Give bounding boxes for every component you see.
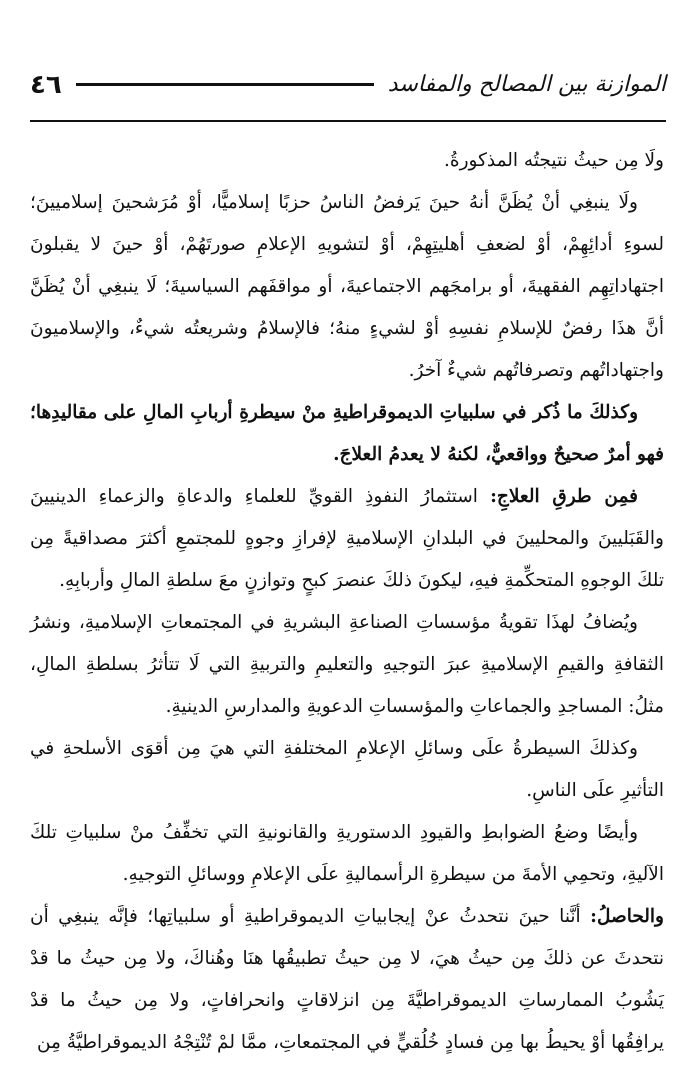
paragraph-3: وكذلكَ ما ذُكر في سلبياتِ الديموقراطيةِ منْ سيطرةِ أربابِ المالِ على مقاليدِها؛ فهو أمرٌ صحيحٌ وواقعيٌّ، لكنهُ لا يعدمُ العلاجَ. [30, 402, 664, 465]
header-decorative-line [76, 83, 374, 86]
paragraph-4: فمِن طرقِ العلاجِ: استثمارُ النفوذِ القويِّ للعلماءِ والدعاةِ والزعماءِ الدينيينَ والقَبَليينَ والمحليينَ في البلدانِ الإسلاميةِ لإفرازِ وجوهٍ للمجتمعِ أكثرَ مصداقيةً مِن تلكَ الوجوهِ المتحكِّمةِ فيهِ، ليكونَ ذلكَ عنصرَ كبحٍ وتوازنٍ معَ سلطةِ المالِ وأربابِهِ. [30, 486, 664, 591]
paragraph-2: ولَا ينبغِي أنْ يُظَنَّ أنهُ حينَ يَرفضُ الناسُ حزبًا إسلاميًّا، أوْ مُرَشحينَ إسلاميينَ؛ لسوءِ أدائِهِمْ، أوْ لضعفِ أهليتِهِمْ، أوْ لتشويهِ الإعلامِ صورتَهُمْ، أوْ حينَ لا يقبلونَ اجتهاداتِهِم الفقهيةَ، أو برامجَهم الاجتماعيةَ، أو مواقفَهم السياسيةَ؛ لَا ينبغِي أنْ يُظَنَّ أنَّ هذَا رفضٌ للإسلامِ نفسِهِ أوْ لشيءٍ منهُ؛ فالإسلامُ وشريعتُه شيءٌ، والإسلاميونَ واجتهاداتُهم وتصرفاتُهم شيءٌ آخرُ. [30, 192, 664, 381]
paragraph-6: وكذلكَ السيطرةُ علَى وسائلِ الإعلامِ المختلفةِ التي هيَ مِن أقوَى الأسلحةِ في التأثيرِ علَى الناسِ. [30, 738, 664, 801]
page-number: ٤٦ [30, 70, 62, 100]
paragraph-5: ويُضافُ لهذَا تقويةُ مؤسساتِ الصناعةِ البشريةِ في المجتمعاتِ الإسلاميةِ، ونشرُ الثقافةِ والقيمِ الإسلاميةِ عبرَ التوجيهِ والتعليمِ والتربيةِ التي لَا تتأثرُ بسلطةِ المالِ، مثلُ: المساجدِ والجماعاتِ والمؤسساتِ الدعويةِ والمدارسِ الدينيةِ. [30, 612, 664, 717]
header-rule [30, 120, 666, 122]
page-header [30, 58, 666, 100]
paragraph-lead: والحاصلُ: [590, 906, 664, 927]
running-title: الموازنة بين المصالح والمفاسد [387, 72, 666, 97]
paragraph-8: والحاصلُ: أنَّنا حينَ نتحدثُ عنْ إيجابياتِ الديموقراطيةِ أو سلبياتِها؛ فإنَّه ينبغِي أن نتحدثَ عن ذلكَ مِن حيثُ هيَ، لا مِن حيثُ تطبيقُها هنَا وهُناكَ، ولا مِن حيثُ ما قدْ يَشُوبُ الممارساتِ الديموقراطيَّةَ مِن انزلاقاتٍ وانحرافاتٍ، ولا مِن حيثُ ما قدْ يرافِقُها أوْ يحيطُ بها مِن فسادٍ خُلُقيٍّ في المجتمعاتِ، ممَّا لمْ تُنْتِجْهُ الديموقراطيَّةُ مِن [30, 906, 664, 1053]
paragraph-lead: فمِن طرقِ العلاجِ: [490, 486, 638, 507]
page-body [30, 140, 664, 1064]
paragraph-7: وأيضًا وضعُ الضوابطِ والقيودِ الدستوريةِ والقانونيةِ التي تخفِّفُ منْ سلبياتِ تلكَ الآليةِ، وتحمِي الأمةَ من سيطرةِ الرأسماليةِ علَى الإعلامِ ووسائلِ التوجيهِ. [30, 822, 664, 885]
paragraph-1: ولَا مِن حيثُ نتيجتُه المذكورةُ. [444, 150, 664, 171]
